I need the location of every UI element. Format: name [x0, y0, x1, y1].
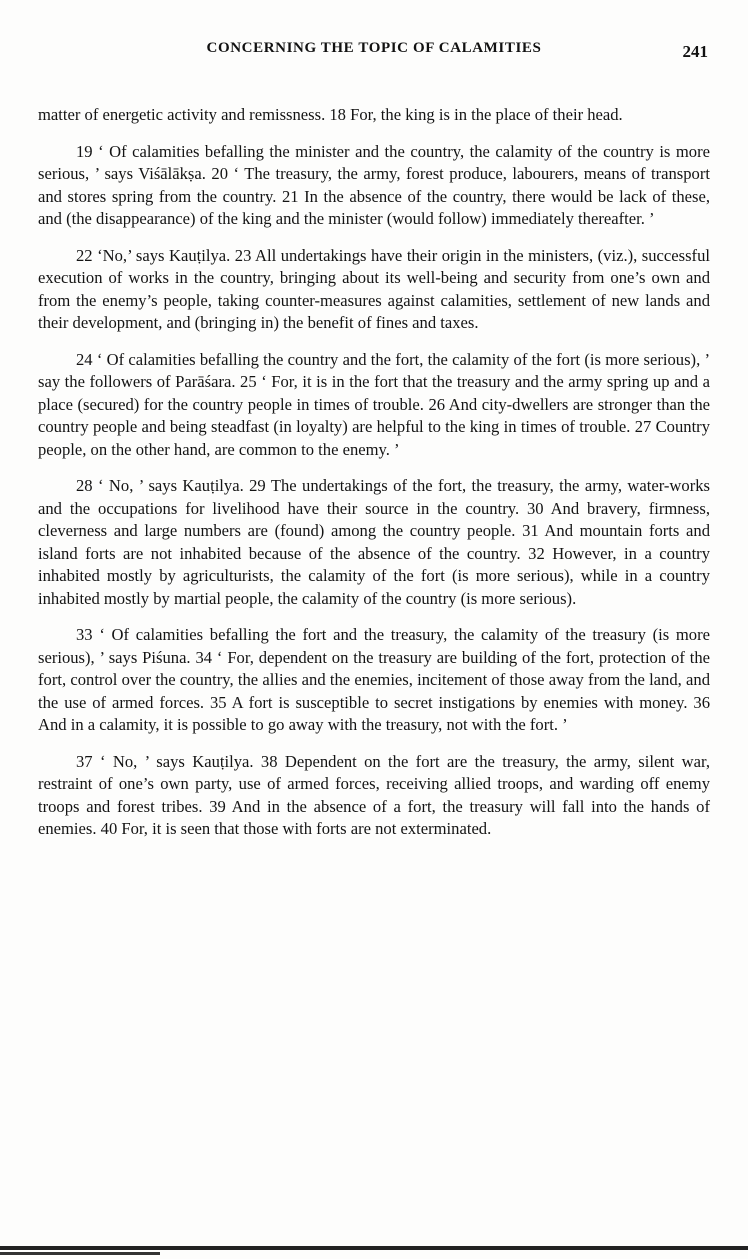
- page-number: 241: [682, 42, 708, 61]
- page-body: [38, 104, 710, 855]
- running-header: [34, 40, 714, 66]
- paragraph-24: 24 ‘ Of calamities befalling the country and the fort, the calamity of the fort (is more serious), ’ say the followers of Parāśara. 25 ‘ For, it is in the fort that the treasury and the army spring up and a place (secured) for the country people in times of trouble. 26 And city-dwellers are stronger than the country people and being steadfast (in loyalty) are helpful to the king in times of trouble. 27 Country people, on the other hand, are common to the enemy. ’: [38, 349, 710, 459]
- paragraph-28: 28 ‘ No, ’ says Kauṭilya. 29 The undertakings of the fort, the treasury, the army, water-works and the occupations for livelihood have their source in the country. 30 And bravery, firmness, cleverness and large numbers are (found) among the country people. 31 And mountain forts and island forts are not inhabited because of the absence of the country. 32 However, in a country inhabited mostly by agriculturists, the calamity of the fort (is more serious), while in a country inhabited mostly by martial people, the calamity of the country (is more serious).: [38, 476, 710, 608]
- paragraph-19: 19 ‘ Of calamities befalling the minister and the country, the calamity of the country is more serious, ’ says Viśālākṣa. 20 ‘ The treasury, the army, forest produce, labourers, means of transport and stores spring from the country. 21 In the absence of the country, there would be lack of these, and (the disappearance) of the king and the minister (would follow) immediately thereafter. ’: [38, 141, 710, 228]
- chapter-title: CONCERNING THE TOPIC OF CALAMITIES: [206, 40, 542, 56]
- paragraph-37: 37 ‘ No, ’ says Kauṭilya. 38 Dependent on the fort are the treasury, the army, silent war, restraint of one’s own party, use of armed forces, receiving allied troops, and warding off enemy troops and forest tribes. 39 And in the absence of a fort, the treasury will fall into the hands of enemies. 40 For, it is seen that those with forts are not exterminated.: [38, 751, 710, 838]
- paragraph-continuation: matter of energetic activity and remissness. 18 For, the king is in the place of their head.: [38, 105, 623, 124]
- paragraph-22: 22 ‘No,’ says Kauṭilya. 23 All undertakings have their origin in the ministers, (viz.), successful execution of works in the country, bringing about its well-being and security from one’s own and from the enemy’s people, taking counter-measures against calamities, settlement of new lands and their development, and (bringing in) the benefit of fines and taxes.: [38, 245, 710, 332]
- scan-edge-rule: [0, 1246, 748, 1250]
- paragraph-33: 33 ‘ Of calamities befalling the fort and the treasury, the calamity of the treasury (is more serious), ’ says Piśuna. 34 ‘ For, dependent on the treasury are building of the fort, protection of the fort, control over the country, the allies and the enemies, incitement of those away from the land, and the use of armed forces. 35 A fort is susceptible to secret instigations by enemies with money. 36 And in a calamity, it is possible to go away with the treasury, not with the fort. ’: [38, 625, 710, 734]
- scan-edge-mark: [0, 1252, 160, 1255]
